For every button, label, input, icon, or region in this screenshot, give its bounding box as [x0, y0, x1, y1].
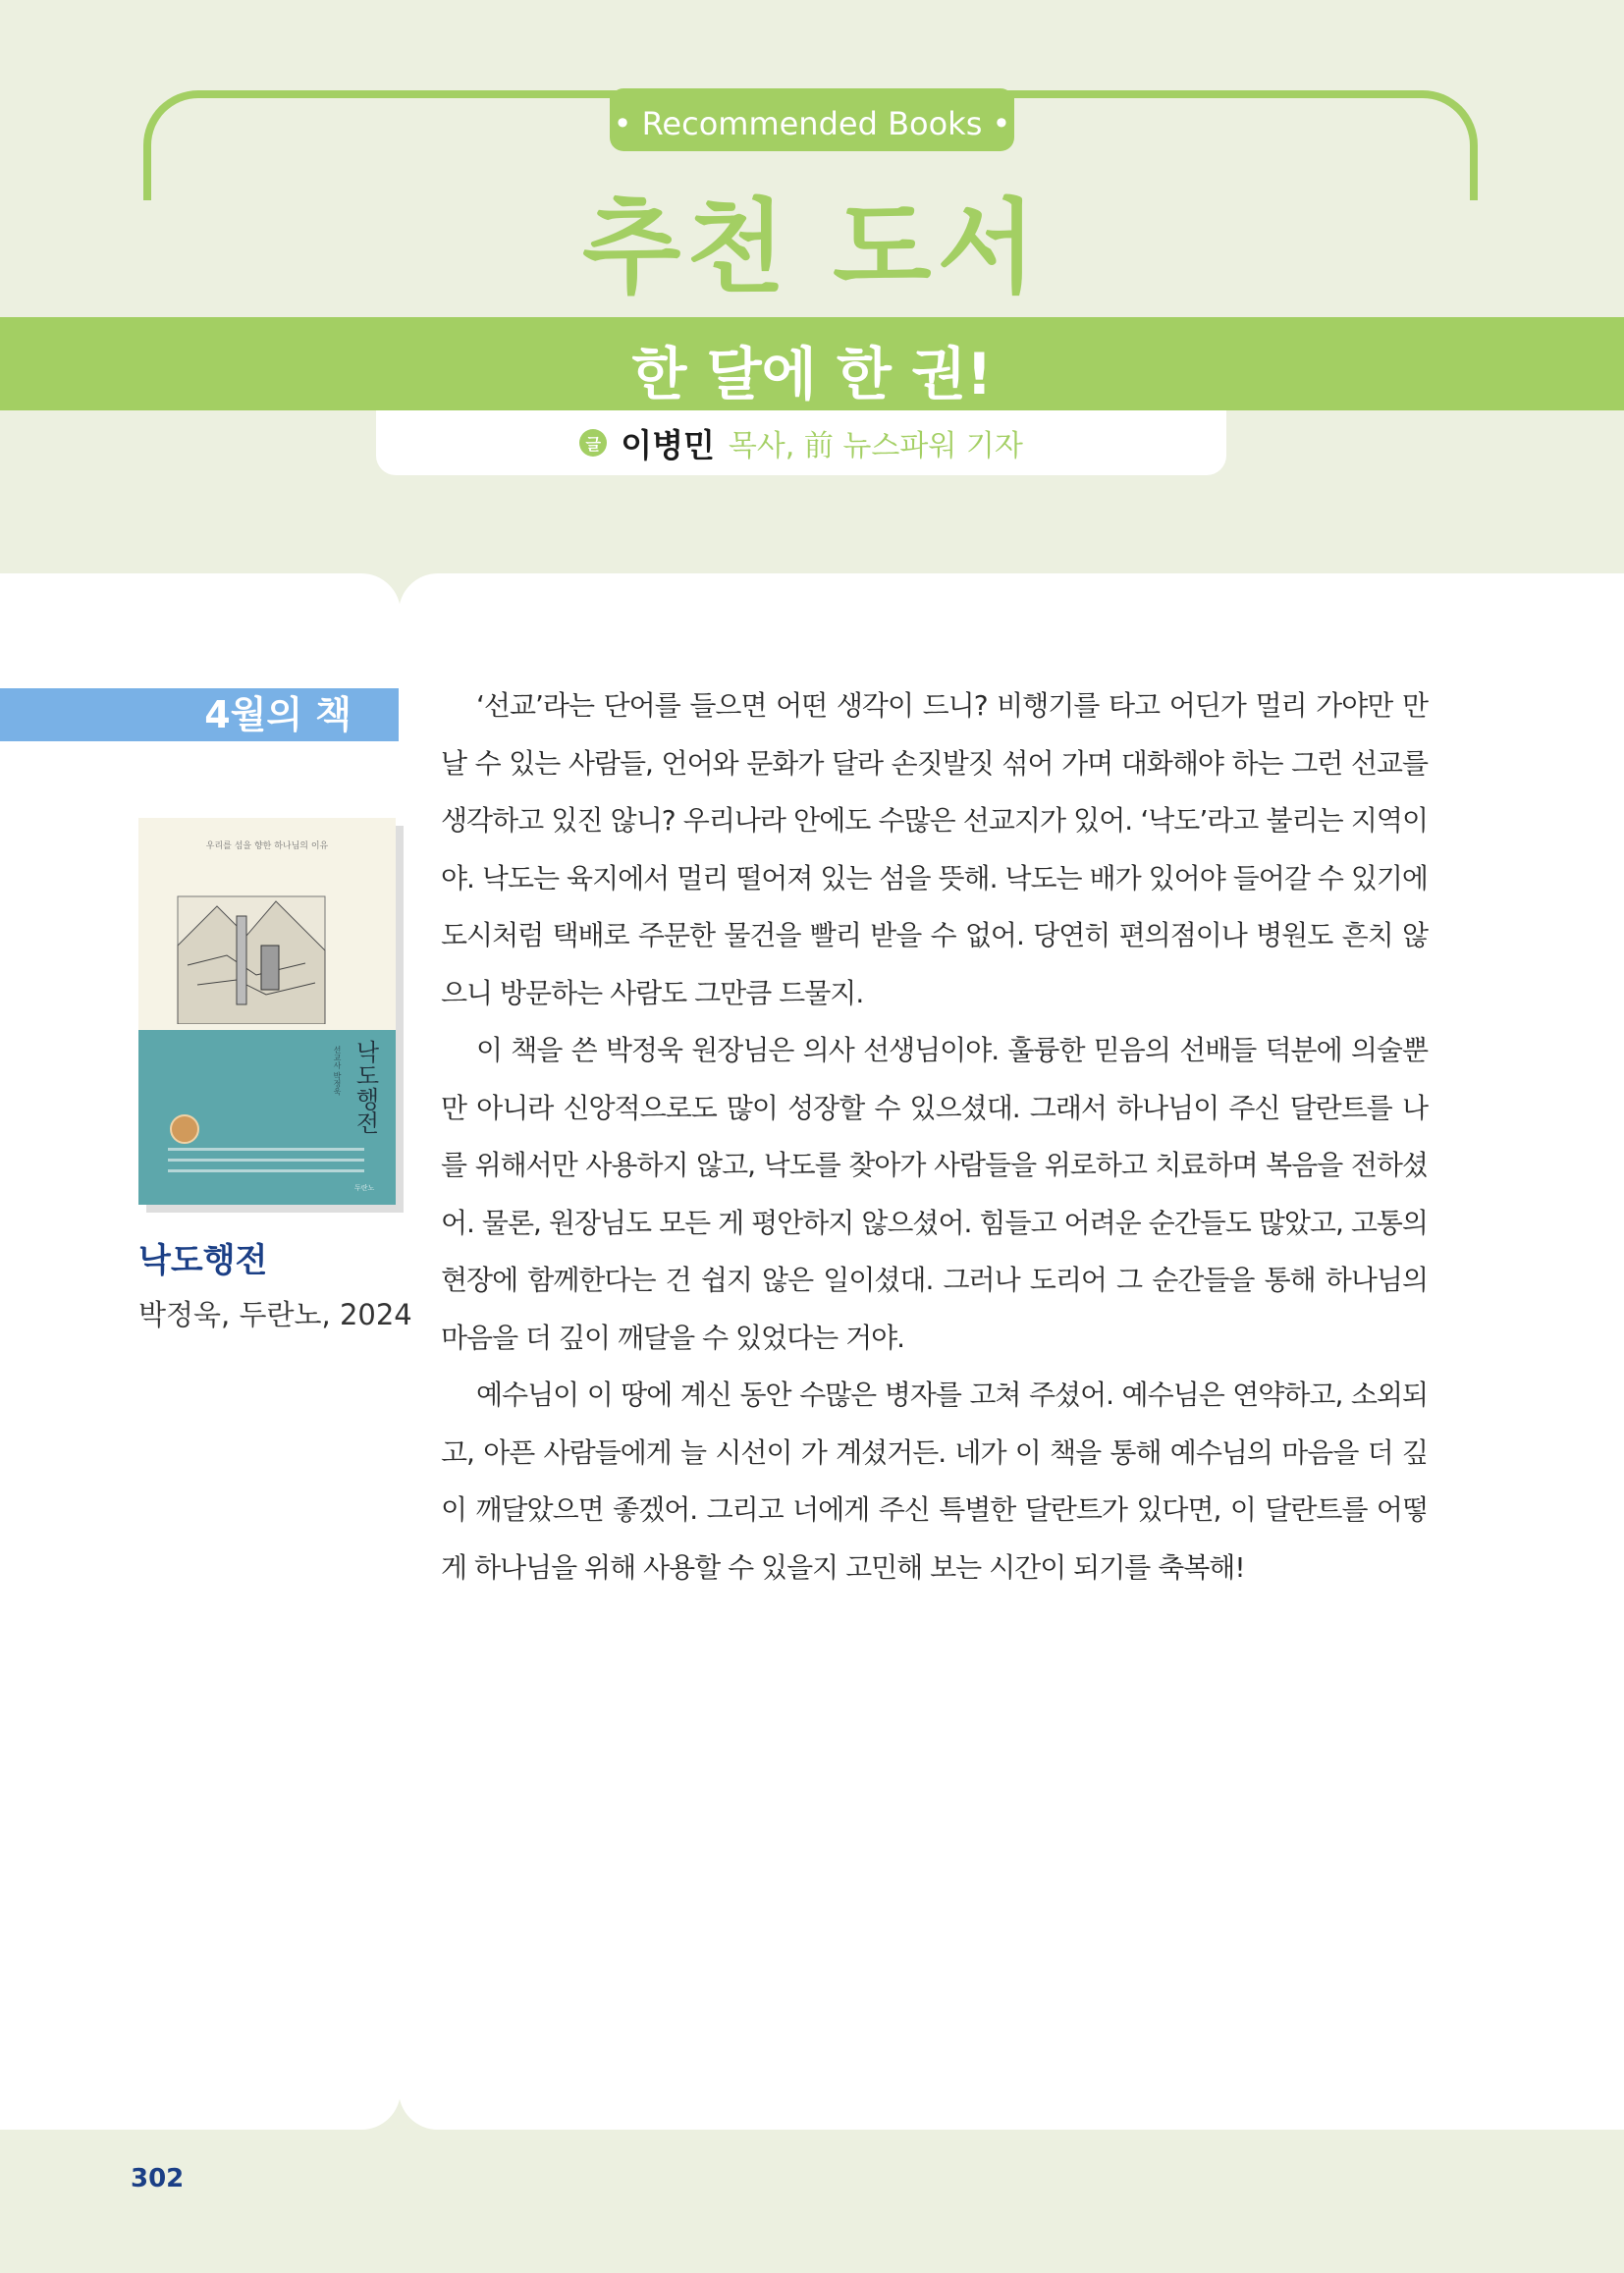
- month-label: 4월의 책: [204, 693, 352, 736]
- article-body: [441, 677, 1428, 1597]
- author-role: 목사, 前 뉴스파워 기자: [728, 429, 1023, 463]
- header-tag: • Recommended Books •: [610, 96, 1014, 151]
- author-byline: [376, 410, 1226, 475]
- page-subtitle: 한 달에 한 권!: [631, 341, 993, 407]
- cover-illustration: [168, 877, 335, 1024]
- article-paragraph: 이 책을 쓴 박정욱 원장님은 의사 선생님이야. 훌륭한 믿음의 선배들 덕분에 의술뿐만 아니라 신앙적으로도 많이 성장할 수 있으셨대. 그래서 하나님이 주신 달란트를 나를 위해서만 사용하지 않고, 낙도를 찾아가 사람들을 위로하고 치료하며 복음을 전하셨어. 물론, 원장님도 모든 게 평안하지 않으셨어. 힘들고 어려운 순간들도 많았고, 고통의 현장에 함께한다는 건 쉽지 않은 일이셨대. 그러나 도리어 그 순간들을 통해 하나님의 마음을 더 깊이 깨달을 수 있었다는 거야.: [441, 1034, 1428, 1354]
- cover-author: 선교사 박정욱: [333, 1046, 342, 1096]
- cover-publisher: 두란노: [354, 1184, 375, 1192]
- sidebar-panel: [0, 573, 401, 2130]
- book-meta: 박정욱, 두란노, 2024: [138, 1298, 412, 1331]
- book-cover-image: [138, 818, 396, 1205]
- cover-flower-icon: [170, 1114, 199, 1144]
- article-paragraph: ‘선교’라는 단어를 들으면 어떤 생각이 드니? 비행기를 타고 어딘가 멀리 가야만 만날 수 있는 사람들, 언어와 문화가 달라 손짓발짓 섞어 가며 대화해야 하는 그런 선교를 생각하고 있진 않니? 우리나라 안에도 수많은 선교지가 있어. ‘낙도’라고 불리는 지역이야. 낙도는 육지에서 멀리 떨어져 있는 섬을 뜻해. 낙도는 배가 있어야 들어갈 수 있기에 도시처럼 택배로 주문한 물건을 빨리 받을 수 없어. 당연히 편의점이나 병원도 흔치 않으니 방문하는 사람도 그만큼 드물지.: [441, 689, 1428, 1009]
- author-name: 이병민: [621, 425, 715, 464]
- article-paragraph: 예수님이 이 땅에 계신 동안 수많은 병자를 고쳐 주셨어. 예수님은 연약하고, 소외되고, 아픈 사람들에게 늘 시선이 가 계셨거든. 네가 이 책을 통해 예수님의 마음을 더 깊이 깨달았으면 좋겠어. 그리고 너에게 주신 특별한 달란트가 있다면, 이 달란트를 어떻게 하나님을 위해 사용할 수 있을지 고민해 보는 시간이 되기를 축복해!: [441, 1379, 1428, 1584]
- cover-tagline: 우리를 섬을 향한 하나님의 이유: [205, 841, 329, 851]
- writer-icon: 글: [579, 429, 607, 457]
- cover-blurb: [168, 1148, 364, 1180]
- book-title: 낙도행전: [138, 1241, 268, 1280]
- cover-title: 낙도행전: [352, 1040, 379, 1134]
- page-number: 302: [131, 2164, 185, 2193]
- page-title: 추천 도서: [581, 188, 1043, 307]
